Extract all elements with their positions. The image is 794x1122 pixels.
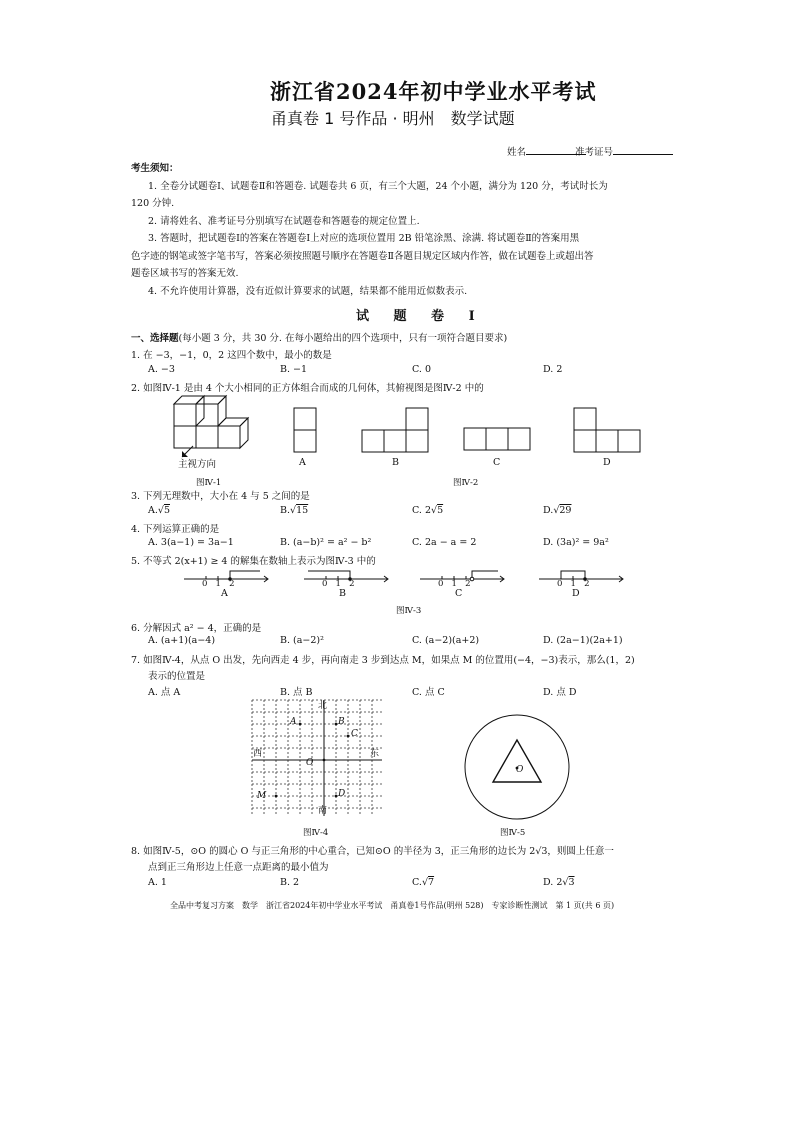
sqrt-sign: √ [290, 505, 297, 516]
q2-option-d-figure [572, 406, 644, 456]
q5-option-d-label: D [572, 588, 580, 599]
q8-option-c-radicand: 7 [428, 877, 435, 888]
grid-label-west: 西 [253, 749, 263, 759]
q2-option-d-label: D [603, 457, 611, 468]
q5-option-a-label: A [221, 588, 228, 599]
q3-option-b-prefix: B. [280, 505, 291, 516]
q4-option-c: C. 2a − a = 2 [412, 537, 477, 548]
q3-option-b-radicand: 15 [296, 505, 309, 516]
q5-stem: 5. 不等式 2(x+1) ≥ 4 的解集在数轴上表示为图Ⅳ-3 中的 [131, 556, 376, 567]
sqrt-sign: √ [553, 505, 560, 516]
part1-heading [131, 330, 507, 344]
grid-point-o: O [306, 758, 314, 768]
part1-label: 一、选择题 [131, 333, 179, 344]
exam-number-label: 准考证号 [575, 147, 614, 158]
sqrt-sign: √ [562, 877, 569, 888]
q3-option-c [412, 505, 443, 516]
grid-point-d: D [338, 789, 346, 799]
notice-line: 1. 全卷分试题卷Ⅰ、试题卷Ⅱ和答题卷. 试题卷共 6 页，有三个大题，24 个小题，满分为 120 分，考试时长为 [148, 181, 608, 192]
q2-option-b-figure [360, 406, 432, 456]
q2-option-b-label: B [392, 457, 399, 468]
notice-line: 2. 请将姓名、准考证号分别填写在试题卷和答题卷的规定位置上. [148, 216, 420, 227]
circle-center-label: O [516, 765, 524, 775]
q3-option-d-radicand: 29 [559, 505, 572, 516]
tick-label-2: 2 [584, 579, 590, 589]
q3-option-d-prefix: D. [543, 505, 554, 516]
section-title: 试 题 卷 Ⅰ [356, 309, 485, 324]
q2-option-c-figure [462, 426, 534, 454]
q1-option-d: D. 2 [543, 364, 563, 375]
exam-number-field [575, 144, 673, 158]
q7-stem-line2: 表示的位置是 [148, 671, 206, 682]
tick-label-0: 0 [322, 579, 328, 589]
q1-option-b: B. −1 [280, 364, 308, 375]
q7-option-d: D. 点 D [543, 687, 577, 698]
q7-option-b: B. 点 B [280, 687, 313, 698]
q8-stem-line1: 8. 如图Ⅳ-5，⊙O 的圆心 O 与正三角形的中心重合，已知⊙O 的半径为 3，正三角形的边长为 2√3，则圆上任意一 [131, 846, 614, 857]
q6-option-d: D. (2a−1)(2a+1) [543, 635, 623, 646]
q3-stem: 3. 下列无理数中，大小在 4 与 5 之间的是 [131, 491, 310, 502]
sqrt-sign: √ [157, 505, 164, 516]
notice-line: 3. 答题时，把试题卷Ⅰ的答案在答题卷Ⅰ上对应的选项位置用 2B 铅笔涂黑、涂满. 将试题卷Ⅱ的答案用黑 [148, 233, 580, 244]
q6-option-b: B. (a−2)² [280, 635, 324, 646]
q6-option-c: C. (a−2)(a+2) [412, 635, 480, 646]
tick-label-2: 2 [465, 579, 471, 589]
q2-option-a-label: A [299, 457, 306, 468]
q4-option-d: D. (3a)² = 9a² [543, 537, 609, 548]
grid-point-a: A [290, 717, 297, 727]
q8-fig5-caption: 图Ⅳ-5 [500, 828, 526, 838]
q7-option-a: A. 点 A [148, 687, 181, 698]
grid-point-b: B [338, 717, 345, 727]
q1-option-c: C. 0 [412, 364, 432, 375]
tick-label-0: 0 [557, 579, 563, 589]
q6-option-a: A. (a+1)(a−4) [148, 635, 216, 646]
q5-option-c-label: C [455, 588, 463, 599]
q7-stem-line1: 7. 如图Ⅳ-4，从点 O 出发，先向西走 4 步，再向南走 3 步到达点 M，如果点 M 的位置用(−4，−3)表示，那么(1，2) [131, 655, 635, 666]
grid-label-east: 东 [370, 749, 380, 759]
tick-label-1: 1 [570, 579, 576, 589]
q2-view-direction-label: 主视方向 [178, 459, 217, 470]
grid-label-south: 南 [318, 806, 328, 816]
tick-label-2: 2 [349, 579, 355, 589]
q3-option-d [543, 505, 571, 516]
q4-option-a: A. 3(a−1) = 3a−1 [148, 537, 234, 548]
q1-option-a: A. −3 [148, 364, 175, 375]
q8-option-b: B. 2 [280, 877, 300, 888]
q8-option-a: A. 1 [148, 877, 167, 888]
q8-option-c [412, 877, 434, 888]
name-label: 姓名 [507, 147, 527, 158]
grid-point-m: M [257, 791, 267, 801]
notice-line: 4. 不允许使用计算器，没有近似计算要求的试题，结果都不能用近似数表示. [148, 286, 468, 297]
grid-point-c: C [351, 729, 358, 739]
q8-option-d [543, 877, 574, 888]
tick-label-1: 1 [451, 579, 457, 589]
grid-label-north: 北 [318, 701, 328, 711]
notice-line: 色字迹的钢笔或签字笔书写，答案必须按照题号顺序在答题卷Ⅱ各题目规定区域内作答，做在试题卷上或超出答 [131, 251, 594, 262]
q2-stem: 2. 如图Ⅳ-1 是由 4 个大小相同的正方体组合而成的几何体，其俯视图是图Ⅳ-2 中的 [131, 383, 484, 394]
q4-option-b: B. (a−b)² = a² − b² [280, 537, 372, 548]
notice-heading: 考生须知： [131, 163, 179, 174]
notice-line: 120 分钟. [131, 198, 175, 209]
q3-option-a [148, 505, 170, 516]
q5-a-ticks [202, 579, 234, 589]
q6-stem: 6. 分解因式 a² − 4，正确的是 [131, 623, 262, 634]
q3-option-c-radicand: 5 [437, 505, 444, 516]
sqrt-sign: √ [421, 877, 429, 888]
q5-fig-caption: 图Ⅳ-3 [396, 606, 422, 616]
q3-option-b [280, 505, 308, 516]
q8-stem-line2: 点到正三角形边上任意一点距离的最小值为 [148, 862, 329, 873]
page-footer: 全品中考复习方案 数学 浙江省2024年初中学业水平考试 甬真卷1号作品(明州 528) 专家诊断性测试 第 1 页(共 6 页) [170, 901, 615, 910]
q2-fig2-caption: 图Ⅳ-2 [453, 478, 479, 488]
q3-option-c-prefix: C. 2 [412, 505, 432, 516]
q2-option-c-label: C [493, 457, 501, 468]
q1-stem: 1. 在 −3，−1，0，2 这四个数中，最小的数是 [131, 350, 332, 361]
sqrt-sign: √ [431, 505, 438, 516]
q8-option-d-radicand: 3 [568, 877, 575, 888]
exam-subtitle: 甬真卷 1 号作品 · 明州 数学试题 [271, 109, 515, 128]
notice-line: 题卷区域书写的答案无效. [131, 268, 239, 279]
tick-label-0: 0 [202, 579, 208, 589]
q8-option-c-prefix: C. [412, 877, 422, 888]
q2-option-a-figure [292, 406, 322, 456]
q2-fig1-caption: 图Ⅳ-1 [196, 478, 222, 488]
q7-grid-figure [250, 698, 384, 820]
q3-option-a-radicand: 5 [163, 505, 170, 516]
tick-label-1: 1 [215, 579, 221, 589]
tick-label-0: 0 [438, 579, 444, 589]
q7-fig4-caption: 图Ⅳ-4 [303, 828, 329, 838]
q8-option-d-prefix: D. 2 [543, 877, 563, 888]
exam-title: 浙江省2024年初中学业水平考试 [270, 79, 597, 104]
tick-label-1: 1 [335, 579, 341, 589]
tick-label-2: 2 [229, 579, 235, 589]
part1-desc: (每小题 3 分，共 30 分. 在每小题给出的四个选项中，只有一项符合题目要求) [178, 333, 508, 344]
q7-option-c: C. 点 C [412, 687, 445, 698]
q5-option-b-label: B [339, 588, 346, 599]
q3-option-a-prefix: A. [148, 505, 158, 516]
q4-stem: 4. 下列运算正确的是 [131, 524, 220, 535]
